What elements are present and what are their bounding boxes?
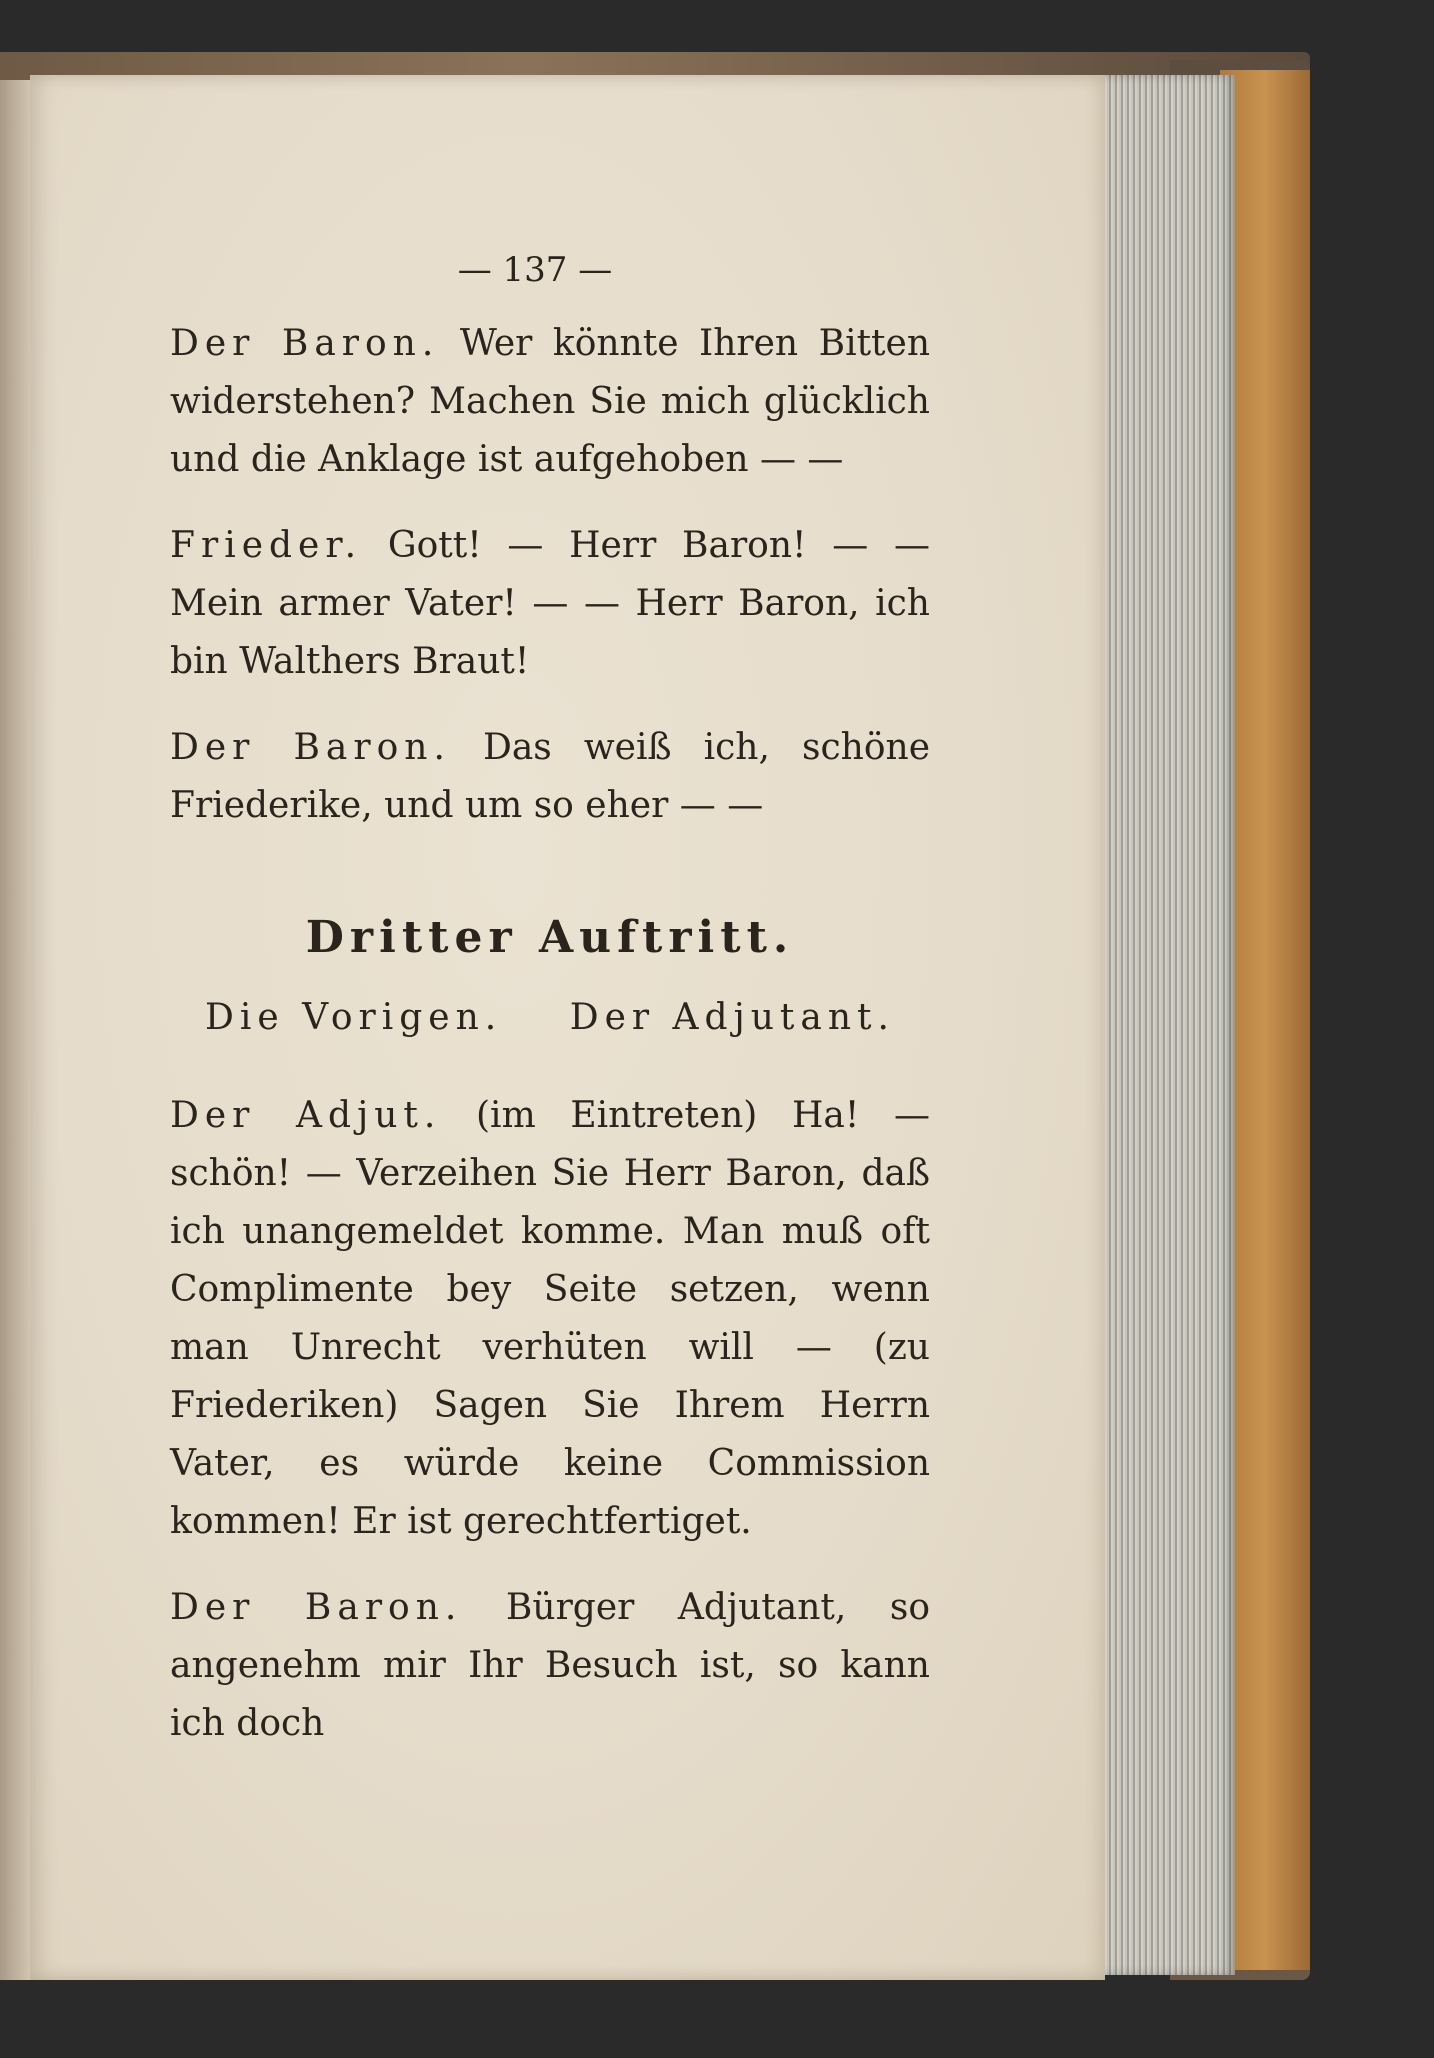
cast-list xyxy=(170,989,930,1047)
page-number: — 137 — xyxy=(457,250,613,290)
paragraph xyxy=(170,315,930,489)
speaker-name: Frieder. xyxy=(170,525,363,566)
paragraph xyxy=(170,719,930,835)
page-text xyxy=(170,315,930,1753)
speaker-name: Der Baron. xyxy=(170,727,451,768)
speaker-name: Der Baron. xyxy=(170,323,440,364)
cast-entry: Die Vorigen. xyxy=(205,997,503,1038)
speaker-name: Der Adjut. xyxy=(170,1095,442,1136)
speech-text: (im Eintreten) Ha! — schön! — Verzeihen Sie Herr Baron, daß ich unangemeldet komme. Man muß oft Complimente bey Seite setzen, wenn man Unrecht verhüten will — (zu Friederiken) Sagen Sie Ihrem Herrn Vater, es würde keine Commission kommen! Er ist gerechtfertiget. xyxy=(170,1095,930,1542)
paragraph xyxy=(170,1087,930,1551)
speaker-name: Der Baron. xyxy=(170,1587,463,1628)
speech-text: Wer könnte Ihren Bitten widerstehen? Machen Sie mich glücklich und die Anklage ist aufgehoben — — xyxy=(170,323,931,480)
cast-entry: Der Adjutant. xyxy=(569,997,895,1038)
speech-text: Bürger Adjutant, so angenehm mir Ihr Besuch ist, so kann ich doch xyxy=(170,1587,930,1744)
book-page xyxy=(30,75,1105,1980)
paragraph xyxy=(170,517,930,691)
speech-text: Das weiß ich, schöne Friederike, und um so eher — — xyxy=(170,727,930,826)
paragraph xyxy=(170,1579,930,1753)
page-stack-edge xyxy=(1095,75,1235,1975)
speech-text: Gott! — Herr Baron! — — Mein armer Vater! — — Herr Baron, ich bin Walthers Braut! xyxy=(170,525,930,682)
scene-heading: Dritter Auftritt. xyxy=(305,912,795,963)
